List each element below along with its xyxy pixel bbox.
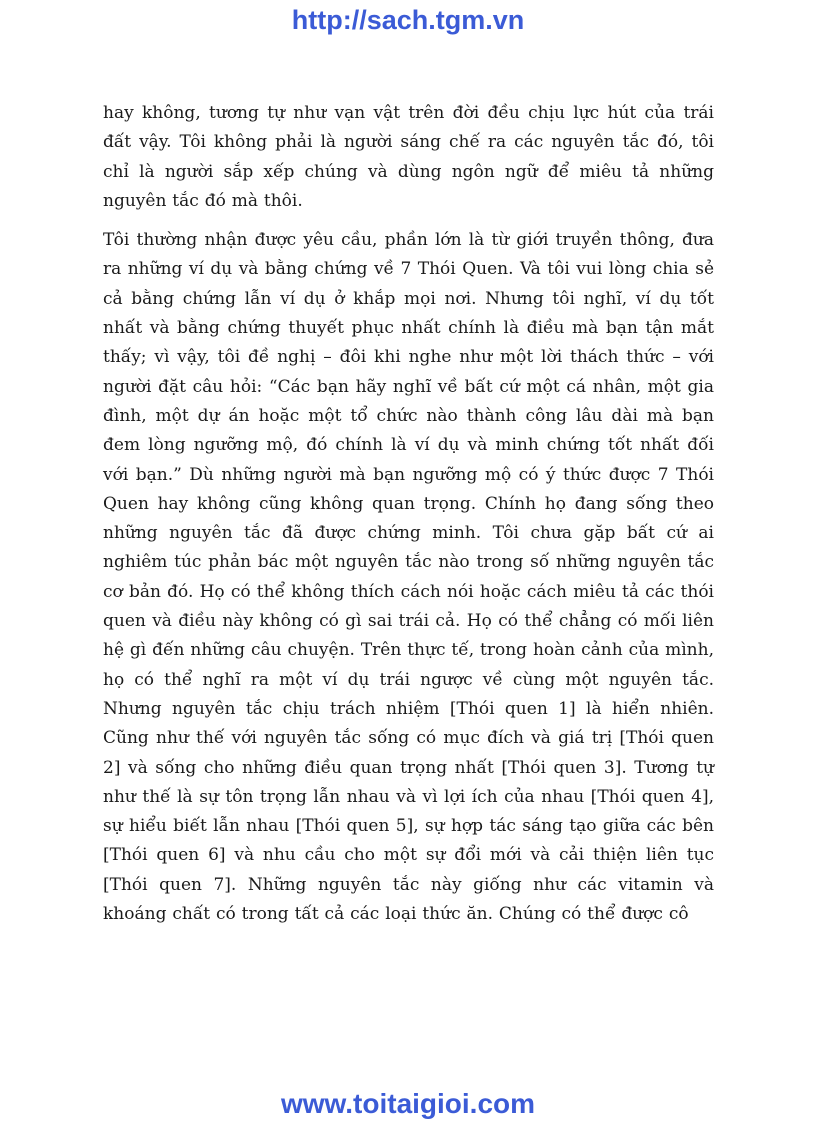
page-body (103, 99, 714, 929)
body-paragraph-2: Tôi thường nhận được yêu cầu, phần lớn là từ giới truyền thông, đưa ra những ví dụ và bằng chứng về 7 Thói Quen. Và tôi vui lòng chia sẻ cả bằng chứng lẫn ví dụ ở khắp mọi nơi. Nhưng tôi nghĩ, ví dụ tốt nhất và bằng chứng thuyết phục nhất chính là điều mà bạn tận mắt thấy; vì vậy, tôi đề nghị – đôi khi nghe như một lời thách thức – với người đặt câu hỏi: “Các bạn hãy nghĩ về bất cứ một cá nhân, một gia đình, một dự án hoặc một tổ chức nào thành công lâu dài mà bạn đem lòng ngưỡng mộ, đó chính là ví dụ và minh chứng tốt nhất đối với bạn.” Dù những người mà bạn ngưỡng mộ có ý thức được 7 Thói Quen hay không cũng không quan trọng. Chính họ đang sống theo những nguyên tắc đã được chứng minh. Tôi chưa gặp bất cứ ai nghiêm túc phản bác một nguyên tắc nào trong số những nguyên tắc cơ bản đó. Họ có thể không thích cách nói hoặc cách miêu tả các thói quen và điều này không có gì sai trái cả. Họ có thể chẳng có mối liên hệ gì đến những câu chuyện. Trên thực tế, trong hoàn cảnh của mình, họ có thể nghĩ ra một ví dụ trái ngược về cùng một nguyên tắc. Nhưng nguyên tắc chịu trách nhiệm [Thói quen 1] là hiển nhiên. Cũng như thế với nguyên tắc sống có mục đích và giá trị [Thói quen 2] và sống cho những điều quan trọng nhất [Thói quen 3]. Tương tự như thế là sự tôn trọng lẫn nhau và vì lợi ích của nhau [Thói quen 4], sự hiểu biết lẫn nhau [Thói quen 5], sự hợp tác sáng tạo giữa các bên [Thói quen 6] và nhu cầu cho một sự đổi mới và cải thiện liên tục [Thói quen 7]. Những nguyên tắc này giống như các vitamin và khoáng chất có trong tất cả các loại thức ăn. Chúng có thể được cô (103, 230, 714, 925)
body-paragraph-1: hay không, tương tự như vạn vật trên đời đều chịu lực hút của trái đất vậy. Tôi không phải là người sáng chế ra các nguyên tắc đó, tôi chỉ là người sắp xếp chúng và dùng ngôn ngữ để miêu tả những nguyên tắc đó mà thôi. (103, 103, 714, 211)
footer-site-link[interactable]: www.toitaigioi.com (280, 1088, 536, 1119)
header-site-link[interactable]: http://sach.tgm.vn (291, 5, 525, 35)
